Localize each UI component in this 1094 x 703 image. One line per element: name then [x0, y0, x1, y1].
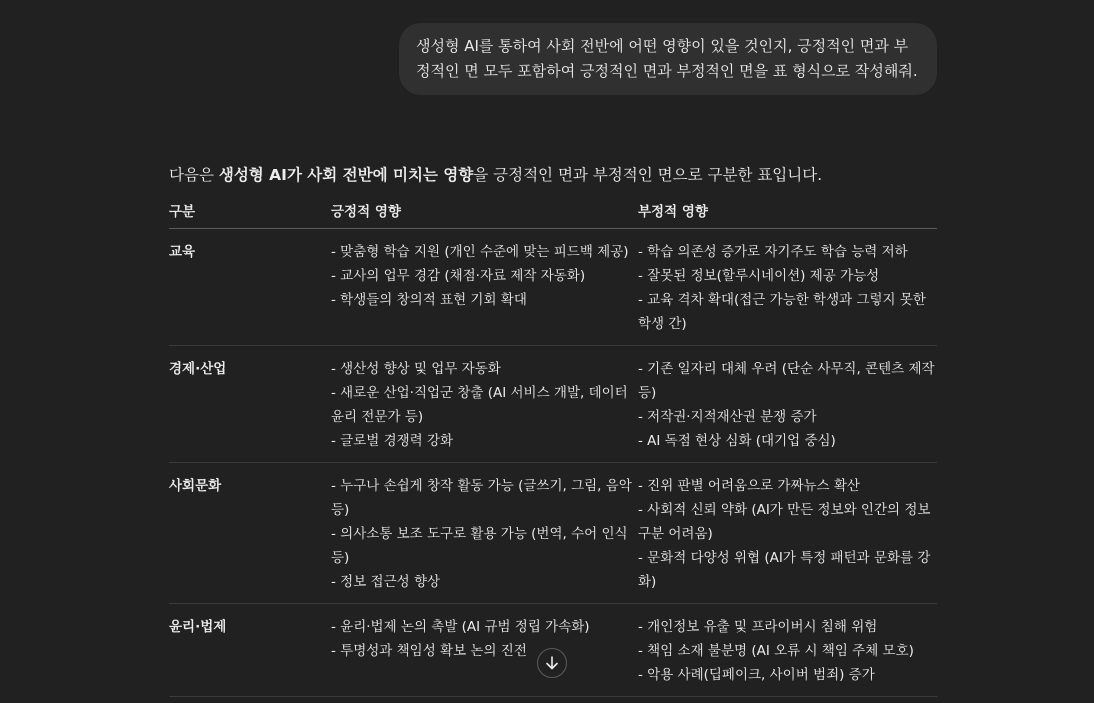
intro-bold: 생성형 AI가 사회 전반에 미치는 영향: [218, 166, 474, 184]
positive-item: - 교사의 업무 경감 (채점·자료 제작 자동화): [331, 268, 586, 284]
positive-item: - 의사소통 보조 도구로 활용 가능 (번역, 수어 인식 등): [331, 526, 628, 566]
positive-item: - 윤리·법제 논의 촉발 (AI 규범 정립 가속화): [331, 619, 590, 635]
table-row: [169, 463, 937, 604]
intro-suffix: 을 긍정적인 면과 부정적인 면으로 구분한 표입니다.: [473, 166, 823, 184]
positive-item: - 학생들의 창의적 표현 기회 확대: [331, 292, 527, 308]
header-category: 구분: [169, 196, 331, 229]
user-message-bubble: [399, 23, 937, 95]
arrow-down-icon: [544, 655, 560, 671]
positive-item: - 새로운 산업·직업군 창출 (AI 서비스 개발, 데이터 윤리 전문가 등): [331, 385, 628, 425]
assistant-response: [169, 162, 937, 697]
positive-cell: [331, 463, 638, 604]
row-category: 윤리·법제: [169, 604, 331, 697]
negative-item: - 학습 의존성 증가로 자기주도 학습 능력 저하: [638, 244, 908, 260]
positive-item: - 맞춤형 학습 지원 (개인 수준에 맞는 피드백 제공): [331, 244, 629, 260]
positive-cell: [331, 604, 638, 697]
negative-item: - 기존 일자리 대체 우려 (단순 사무직, 콘텐츠 제작 등): [638, 361, 935, 401]
header-negative: 부정적 영향: [638, 196, 937, 229]
positive-item: - 누구나 손쉽게 창작 활동 가능 (글쓰기, 그림, 음악 등): [331, 478, 632, 518]
table-row: [169, 346, 937, 463]
negative-cell: [638, 346, 937, 463]
positive-cell: [331, 229, 638, 346]
positive-cell: [331, 346, 638, 463]
negative-item: - 사회적 신뢰 약화 (AI가 만든 정보와 인간의 정보 구분 어려움): [638, 502, 931, 542]
positive-item: - 정보 접근성 향상: [331, 574, 441, 590]
row-category: 경제·산업: [169, 346, 331, 463]
row-category: 사회문화: [169, 463, 331, 604]
negative-item: - 책임 소재 불분명 (AI 오류 시 책임 주체 모호): [638, 643, 914, 659]
negative-cell: [638, 604, 937, 697]
positive-item: - 투명성과 책임성 확보 논의 진전: [331, 643, 527, 659]
scroll-to-bottom-button[interactable]: [537, 648, 567, 678]
table-row: [169, 229, 937, 346]
intro-prefix: 다음은: [169, 166, 219, 184]
negative-item: - 개인정보 유출 및 프라이버시 침해 위험: [638, 619, 878, 635]
row-category: 교육: [169, 229, 331, 346]
user-message-text: 생성형 AI를 통하여 사회 전반에 어떤 영향이 있을 것인지, 긍정적인 면과 부정적인 면 모두 포함하여 긍정적인 면과 부정적인 면을 표 형식으로 작성해줘.: [416, 37, 918, 80]
positive-item: - 글로벌 경쟁력 강화: [331, 433, 454, 449]
negative-item: - 교육 격차 확대(접근 가능한 학생과 그렇지 못한 학생 간): [638, 292, 926, 332]
negative-item: - 잘못된 정보(할루시네이션) 제공 가능성: [638, 268, 880, 284]
negative-item: - AI 독점 현상 심화 (대기업 중심): [638, 433, 836, 449]
negative-cell: [638, 463, 937, 604]
header-positive: 긍정적 영향: [331, 196, 638, 229]
response-intro: [169, 162, 937, 188]
impact-table: [169, 196, 937, 697]
negative-item: - 진위 판별 어려움으로 가짜뉴스 확산: [638, 478, 860, 494]
negative-cell: [638, 229, 937, 346]
negative-item: - 악용 사례(딥페이크, 사이버 범죄) 증가: [638, 667, 875, 683]
positive-item: - 생산성 향상 및 업무 자동화: [331, 361, 501, 377]
table-header-row: [169, 196, 937, 229]
negative-item: - 저작권·지적재산권 분쟁 증가: [638, 409, 817, 425]
negative-item: - 문화적 다양성 위협 (AI가 특정 패턴과 문화를 강화): [638, 550, 931, 590]
table-body: [169, 229, 937, 697]
